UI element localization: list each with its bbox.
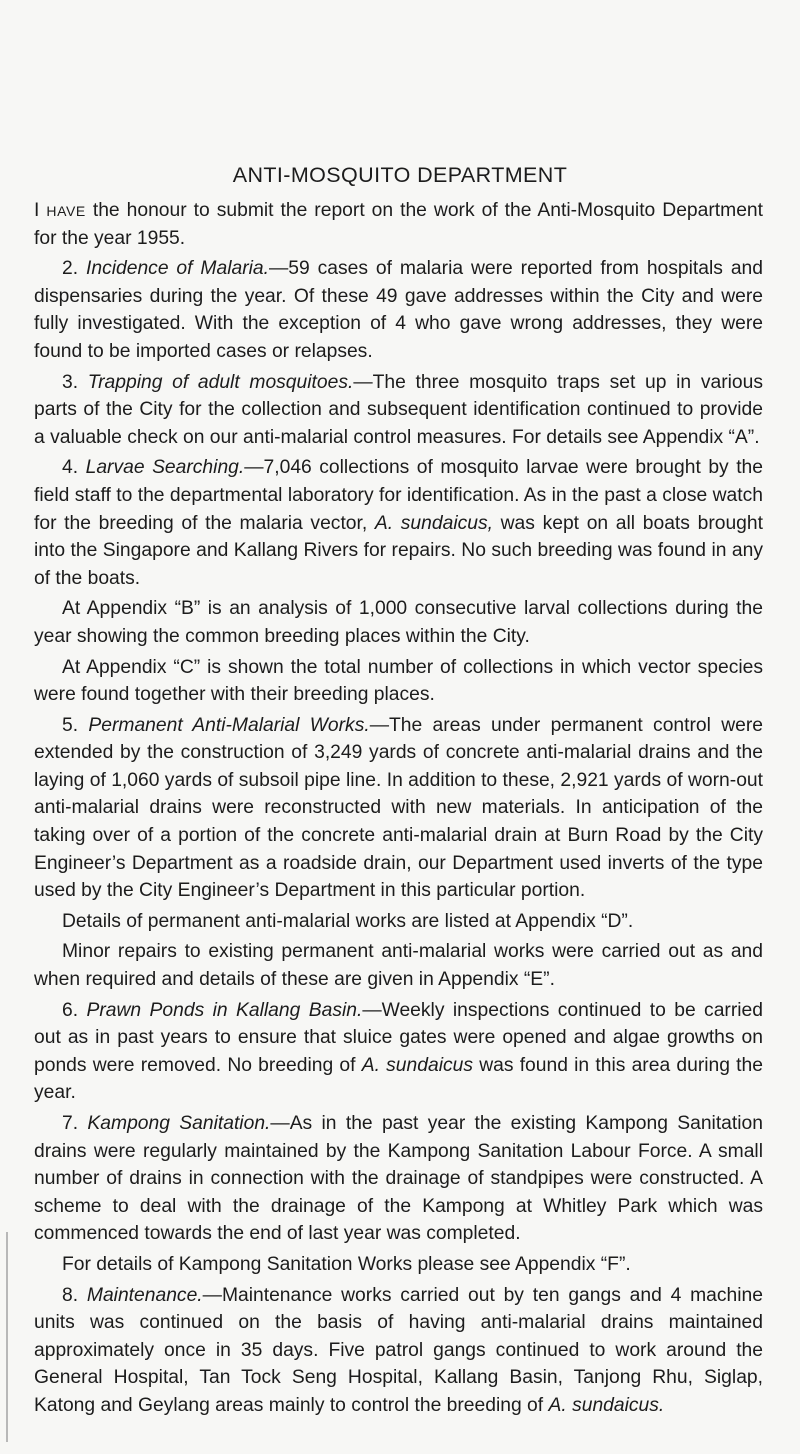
section-2-number: 2. (62, 258, 79, 280)
section-8-text-before: —Maintenance works carried out by ten gangs and 4 machine units was continued on the basis of having anti-malarial drains maintained approximately once in 35 days. Five patrol gangs continued to work around the General Hospital, Tan Tock Seng Hospital, Kallang Basin, Tanjong Rhu, Siglap, Katong and Geylang areas mainly to control the breeding of (34, 1284, 763, 1416)
section-3-text: —The three mosquito traps set up in various parts of the City for the collection and subsequent identification continued to provide a valuable check on our anti-malarial control measures. For details see Appendix “A”. (34, 371, 763, 448)
appendix-e-paragraph: Minor repairs to existing permanent anti-malarial works were carried out as and when required and details of these are given in Appendix “E”. (34, 941, 763, 991)
section-4-paragraph (34, 454, 763, 592)
report-body (34, 197, 763, 1423)
page-title: ANTI-MOSQUITO DEPARTMENT (232, 163, 568, 187)
section-8-heading: Maintenance. (86, 1284, 203, 1306)
section-8-paragraph (34, 1282, 763, 1420)
section-7-heading: Kampong Sanitation. (87, 1113, 271, 1134)
section-3-paragraph (34, 369, 763, 452)
section-6-heading: Prawn Ponds in Kallang Basin. (86, 999, 363, 1021)
section-4-text-before: —7,046 collections of mosquito larvae were brought by the field staff to the departmental laboratory for identification. As in the past a close watch for the breeding of the malaria vector, (34, 457, 763, 534)
section-2-text: —59 cases of malaria were reported from hospitals and dispensaries during the year. Of these 49 gave addresses within the City and were fully investigated. With the exception of 4 who gave wrong addresses, they were found to be imported cases or relapses. (34, 258, 763, 362)
section-4-number: 4. (62, 457, 79, 479)
section-5-number: 5. (62, 714, 79, 736)
intro-text: the honour to submit the report on the work of the Anti-Mosquito Department for the year 1955. (34, 200, 764, 249)
section-5-paragraph (34, 712, 763, 905)
section-7-paragraph (34, 1110, 763, 1248)
appendix-d-paragraph: Details of permanent anti-malarial works are listed at Appendix “D”. (62, 910, 634, 932)
section-5-heading: Permanent Anti-Malarial Works. (88, 714, 370, 736)
section-2-heading: Incidence of Malaria. (86, 258, 269, 280)
section-6-paragraph (34, 997, 763, 1107)
section-7-number: 7. (62, 1113, 79, 1134)
appendix-b-paragraph: At Appendix “B” is an analysis of 1,000 consecutive larval collections during the year showing the common breeding places within the City. (34, 598, 763, 647)
section-6-number: 6. (62, 999, 79, 1021)
binding-margin-line (6, 1232, 8, 1442)
section-6-text-after: was found in this area during the year. (34, 1054, 763, 1104)
section-6-text-before: —Weekly inspections continued to be carried out as in past years to ensure that sluice gates were opened and algae growths on ponds were removed. No breeding of (34, 999, 763, 1076)
section-6-species: A. sundaicus (361, 1054, 473, 1076)
section-3-number: 3. (62, 371, 79, 393)
intro-dropcap: I (34, 200, 40, 221)
appendix-f-paragraph: For details of Kampong Sanitation Works please see Appendix “F”. (62, 1253, 631, 1275)
section-3-heading: Trapping of adult mosquitoes. (87, 371, 354, 393)
appendix-c-paragraph: At Appendix “C” is shown the total number of collections in which vector species were found together with their breeding places. (34, 656, 763, 706)
section-4-heading: Larvae Searching. (85, 457, 245, 479)
intro-paragraph (34, 197, 763, 252)
section-8-species: A. sundaicus. (548, 1394, 665, 1416)
section-5-text: —The areas under permanent control were extended by the construction of 3,249 yards of concrete anti-malarial drains and the laying of 1,060 yards of subsoil pipe line. In addition to these, 2,921 yards of worn-out anti-malarial drains were reconstructed with new materials. In anticipation of the taking over of a portion of the concrete anti-malarial drain at Burn Road by the City Engineer’s Department as a roadside drain, our Department used inverts of the type used by the City Engineer’s Department in this particular portion. (34, 714, 763, 902)
intro-smallcaps: have (46, 200, 86, 221)
section-8-number: 8. (62, 1284, 79, 1306)
section-2-paragraph (34, 255, 763, 365)
section-4-species: A. sundaicus, (374, 512, 493, 534)
section-7-text: —As in the past year the existing Kampong Sanitation drains were regularly maintained by the Kampong Sanitation Labour Force. A small number of drains in connection with the drainage of standpipes were constructed. A scheme to deal with the drainage of the Kampong at Whitley Park which was commenced towards the end of last year was completed. (34, 1113, 763, 1245)
section-4-text-after: was kept on all boats brought into the Singapore and Kallang Rivers for repairs. No such breeding was found in any of the boats. (34, 512, 763, 589)
